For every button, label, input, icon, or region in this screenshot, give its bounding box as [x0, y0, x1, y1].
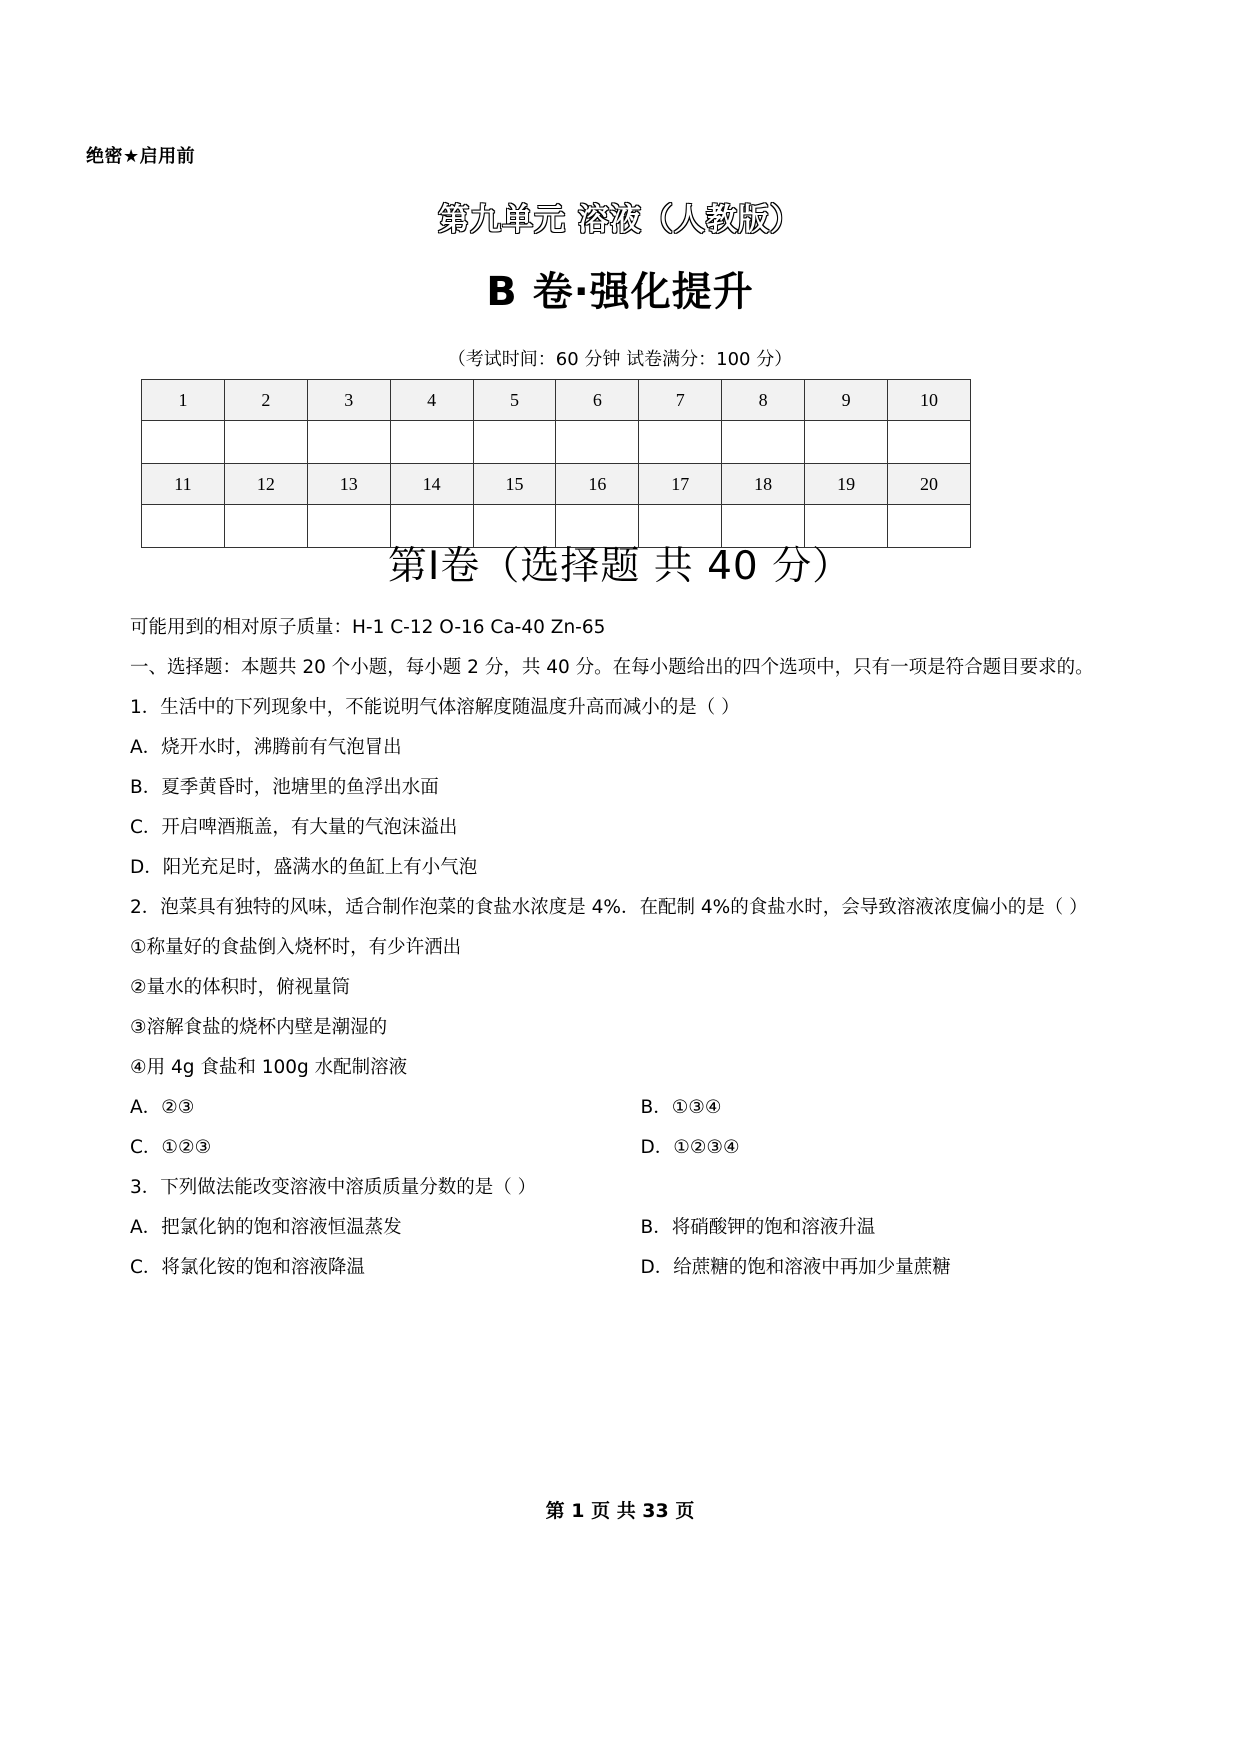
question-1-option-a[interactable]: A．烧开水时，沸腾前有气泡冒出: [130, 737, 402, 758]
question-2-item-1: ①称量好的食盐倒入烧杯时，有少许洒出: [130, 937, 462, 958]
question-2-option-c[interactable]: C．①②③: [130, 1137, 212, 1158]
question-2-item-4: ④用 4g 食盐和 100g 水配制溶液: [130, 1057, 408, 1078]
question-number-cell: 18: [722, 464, 805, 505]
question-3-options-row-1: [130, 1208, 1115, 1248]
question-1-option-d[interactable]: D．阳光充足时，盛满水的鱼缸上有小气泡: [130, 857, 478, 878]
question-number-cell: 2: [224, 380, 307, 421]
question-number-cell: 13: [307, 464, 390, 505]
table-row: [142, 421, 971, 464]
question-number-cell: 5: [473, 380, 556, 421]
question-3-option-a[interactable]: A．把氯化钠的饱和溶液恒温蒸发: [130, 1217, 402, 1238]
answer-cell[interactable]: [142, 421, 225, 464]
section-instruction: 一、选择题：本题共 20 个小题，每小题 2 分，共 40 分。在每小题给出的四个选项中，只有一项是符合题目要求的。: [130, 657, 1094, 678]
question-1-option-b[interactable]: B．夏季黄昏时，池塘里的鱼浮出水面: [130, 777, 439, 798]
table-row: [142, 380, 971, 421]
question-number-cell: 20: [888, 464, 971, 505]
question-number-cell: 8: [722, 380, 805, 421]
question-3-option-c[interactable]: C．将氯化铵的饱和溶液降温: [130, 1257, 365, 1278]
question-number-cell: 10: [888, 380, 971, 421]
atomic-mass-line: 可能用到的相对原子质量：H-1 C-12 O-16 Ca-40 Zn-65: [130, 617, 606, 638]
table-row: [142, 464, 971, 505]
question-2-item-3: ③溶解食盐的烧杯内壁是潮湿的: [130, 1017, 388, 1038]
question-number-cell: 3: [307, 380, 390, 421]
secret-marker: 绝密★启用前: [86, 146, 196, 167]
page-footer: 第 1 页 共 33 页: [545, 1500, 695, 1522]
question-2-option-d[interactable]: D．①②③④: [640, 1137, 740, 1158]
answer-cell[interactable]: [888, 421, 971, 464]
answer-cell[interactable]: [722, 421, 805, 464]
question-number-cell: 7: [639, 380, 722, 421]
question-1-stem: 1．生活中的下列现象中，不能说明气体溶解度随温度升高而减小的是（ ）: [130, 697, 740, 718]
question-3-options-row-2: [130, 1248, 1115, 1288]
answer-cell[interactable]: [639, 421, 722, 464]
question-3-stem: 3．下列做法能改变溶液中溶质质量分数的是（ ）: [130, 1177, 537, 1198]
question-3-option-d[interactable]: D．给蔗糖的饱和溶液中再加少量蔗糖: [640, 1257, 951, 1278]
answer-cell[interactable]: [224, 421, 307, 464]
question-number-cell: 14: [390, 464, 473, 505]
page-title: 第九单元 溶液（人教版）: [438, 202, 802, 238]
question-2-option-b[interactable]: B．①③④: [640, 1097, 722, 1118]
answer-cell[interactable]: [307, 421, 390, 464]
answer-sheet-table: [141, 379, 971, 548]
question-2-options-row-1: [130, 1088, 1115, 1128]
question-number-cell: 16: [556, 464, 639, 505]
section-heading-volume-1: 第Ⅰ卷（选择题 共 40 分）: [387, 544, 853, 589]
question-number-cell: 17: [639, 464, 722, 505]
question-number-cell: 15: [473, 464, 556, 505]
question-number-cell: 19: [805, 464, 888, 505]
page-subtitle: B 卷·强化提升: [486, 269, 754, 315]
question-number-cell: 4: [390, 380, 473, 421]
question-number-cell: 11: [142, 464, 225, 505]
question-number-cell: 12: [224, 464, 307, 505]
question-2-options-row-2: [130, 1128, 1115, 1168]
answer-cell[interactable]: [390, 421, 473, 464]
question-1-option-c[interactable]: C．开启啤酒瓶盖，有大量的气泡沫溢出: [130, 817, 458, 838]
answer-cell[interactable]: [473, 421, 556, 464]
question-number-cell: 6: [556, 380, 639, 421]
question-3-option-b[interactable]: B．将硝酸钾的饱和溶液升温: [640, 1217, 876, 1238]
exam-body: [130, 608, 1115, 1288]
answer-cell[interactable]: [556, 421, 639, 464]
question-number-cell: 9: [805, 380, 888, 421]
question-2-stem: 2．泡菜具有独特的风味，适合制作泡菜的食盐水浓度是 4%．在配制 4%的食盐水时，会导致溶液浓度偏小的是（ ）: [130, 897, 1088, 918]
answer-cell[interactable]: [805, 421, 888, 464]
question-2-item-2: ②量水的体积时，俯视量筒: [130, 977, 351, 998]
question-2-option-a[interactable]: A．②③: [130, 1097, 195, 1118]
exam-info-line: （考试时间：60 分钟 试卷满分：100 分）: [447, 349, 793, 370]
question-number-cell: 1: [142, 380, 225, 421]
